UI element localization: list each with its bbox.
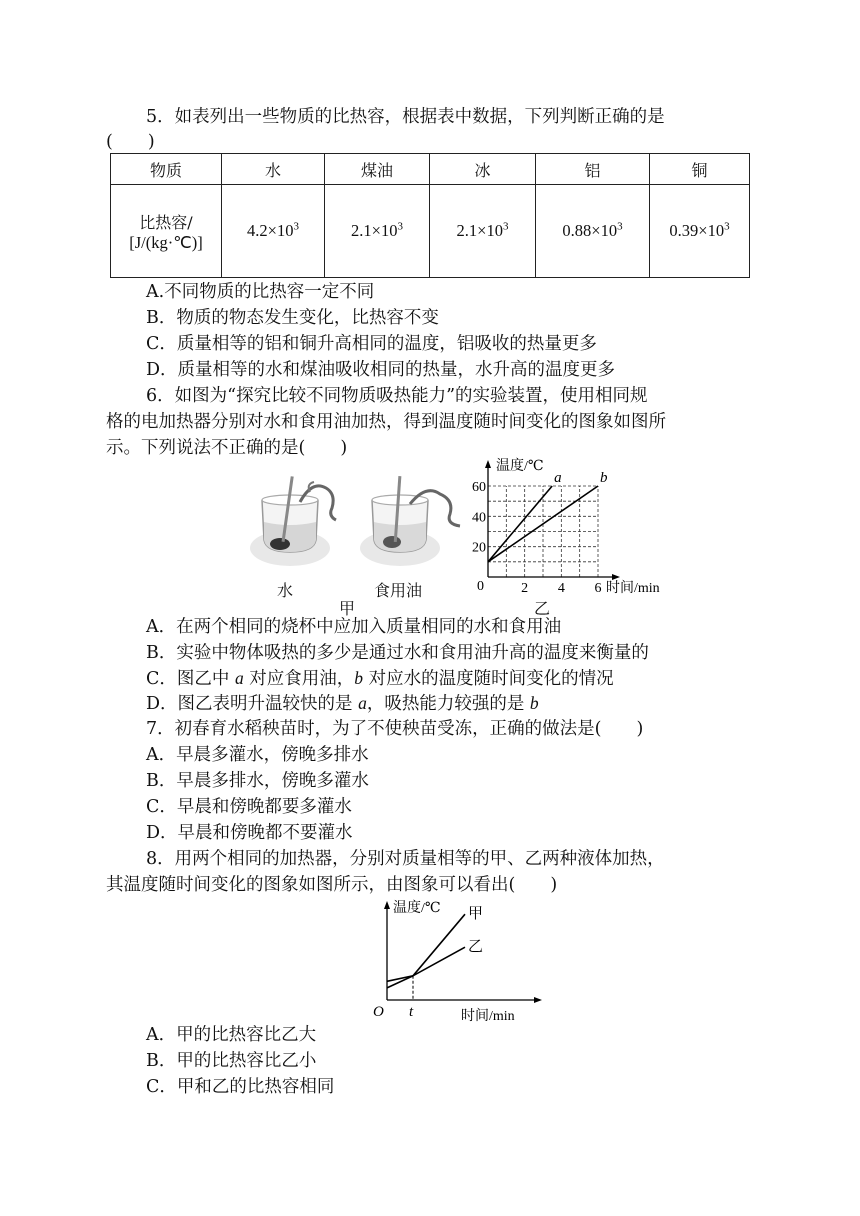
beaker-apparatus-figure xyxy=(240,470,470,610)
q5-option-b: B．物质的物态发生变化，比热容不变 xyxy=(146,308,439,328)
q8-option-b: B．甲的比热容比乙小 xyxy=(146,1051,317,1071)
origin-tick-label: 0 xyxy=(477,579,484,594)
specific-heat-table xyxy=(110,153,750,278)
series-label-yi: 乙 xyxy=(468,939,484,956)
y-tick-label: 40 xyxy=(472,510,486,526)
q6-option-a: A．在两个相同的烧杯中应加入质量相同的水和食用油 xyxy=(146,617,562,637)
q8-stem-line-2: 其温度随时间变化的图象如图所示，由图象可以看出( ) xyxy=(106,875,558,895)
q6-option-d: D．图乙表明升温较快的是 a，吸热能力较强的是 b xyxy=(146,693,539,714)
q7-option-c: C．早晨和傍晚都要多灌水 xyxy=(146,797,352,817)
water-beaker-icon xyxy=(250,476,336,566)
cooking-oil-label: 食用油 xyxy=(374,581,423,600)
table-header-row xyxy=(111,154,750,185)
x-marker-label: t xyxy=(409,1004,414,1020)
q6-stem-line-2: 格的电加热器分别对水和食用油加热，得到温度随时间变化的图象如图所 xyxy=(106,412,666,432)
table-header-cell: 铜 xyxy=(650,154,750,185)
q5-option-d: D．质量相等的水和煤油吸收相同的热量，水升高的温度更多 xyxy=(146,360,616,380)
x-axis-label: 时间/min xyxy=(606,581,660,596)
table-header-cell: 冰 xyxy=(430,154,536,185)
x-tick-label: 4 xyxy=(557,581,565,596)
x-tick-label: 2 xyxy=(521,581,529,596)
origin-label: O xyxy=(373,1004,384,1020)
series-label-a: a xyxy=(554,470,562,486)
table-row xyxy=(111,185,750,278)
table-cell: $0.88\times 10^3$ xyxy=(536,185,650,278)
table-header-cell: 物质 xyxy=(111,154,222,185)
q7-option-d: D．早晨和傍晚都不要灌水 xyxy=(146,823,353,843)
table-cell: $4.2\times 10^3$ xyxy=(222,185,325,278)
row-label-line-1: 比热容/ xyxy=(139,212,193,232)
table-row-label xyxy=(111,185,222,278)
figure-a-caption: 甲 xyxy=(339,599,356,618)
series-label-jia: 甲 xyxy=(468,906,484,923)
table-cell: $0.39\times 10^3$ xyxy=(650,185,750,278)
q7-option-b: B．早晨多排水，傍晚多灌水 xyxy=(146,771,369,791)
q8-option-a: A．甲的比热容比乙大 xyxy=(146,1025,317,1045)
q7-stem: 7．初春育水稻秧苗时，为了不使秧苗受冻，正确的做法是( ) xyxy=(146,719,644,739)
q5-answer-paren: ( ) xyxy=(106,132,155,152)
y-axis-label: 温度/℃ xyxy=(393,901,441,916)
series-line-yi xyxy=(387,947,465,981)
table-header-cell: 铝 xyxy=(536,154,650,185)
y-axis-arrow xyxy=(384,901,390,909)
table-header-cell: 煤油 xyxy=(325,154,430,185)
y-axis-label: 温度/℃ xyxy=(496,459,544,474)
q6-stem-line-1: 6．如图为“探究比较不同物质吸热能力”的实验装置，使用相同规 xyxy=(146,386,648,406)
q6-option-b: B．实验中物体吸热的多少是通过水和食用油升高的温度来衡量的 xyxy=(146,643,649,663)
y-tick-label: 60 xyxy=(472,480,486,495)
q8-option-c: C．甲和乙的比热容相同 xyxy=(146,1077,335,1097)
table-cell: $2.1\times 10^3$ xyxy=(430,185,536,278)
row-label-line-2: [J/(kg·℃)] xyxy=(129,232,203,252)
x-axis-arrow xyxy=(612,574,620,580)
x-axis-arrow xyxy=(534,997,542,1003)
table-header-cell: 水 xyxy=(222,154,325,185)
temperature-time-chart-b xyxy=(470,456,670,598)
y-axis-arrow xyxy=(485,460,491,468)
q8-stem-line-1: 8．用两个相同的加热器，分别对质量相等的甲、乙两种液体加热， xyxy=(146,849,665,869)
series-label-b: b xyxy=(600,470,608,486)
y-tick-label: 20 xyxy=(472,540,486,556)
water-label: 水 xyxy=(277,581,294,600)
table-cell: $2.1\times 10^3$ xyxy=(325,185,430,278)
q6-option-c: C．图乙中 a 对应食用油，b 对应水的温度随时间变化的情况 xyxy=(146,668,614,689)
q7-option-a: A．早晨多灌水，傍晚多排水 xyxy=(146,745,369,765)
figure-b-caption: 乙 xyxy=(534,599,551,618)
oil-beaker-icon xyxy=(360,476,460,566)
x-tick-label: 6 xyxy=(594,581,602,596)
x-axis-label: 时间/min xyxy=(461,1009,515,1024)
q5-option-a: A.不同物质的比热容一定不同 xyxy=(146,282,375,302)
series-line-jia xyxy=(387,914,465,988)
q5-option-c: C．质量相等的铝和铜升高相同的温度，铝吸收的热量更多 xyxy=(146,334,597,354)
q5-stem: 5．如表列出一些物质的比热容，根据表中数据，下列判断正确的是 xyxy=(146,107,665,127)
q6-stem-line-3: 示。下列说法不正确的是( ) xyxy=(106,438,348,458)
temperature-time-chart-q8 xyxy=(365,896,545,1024)
